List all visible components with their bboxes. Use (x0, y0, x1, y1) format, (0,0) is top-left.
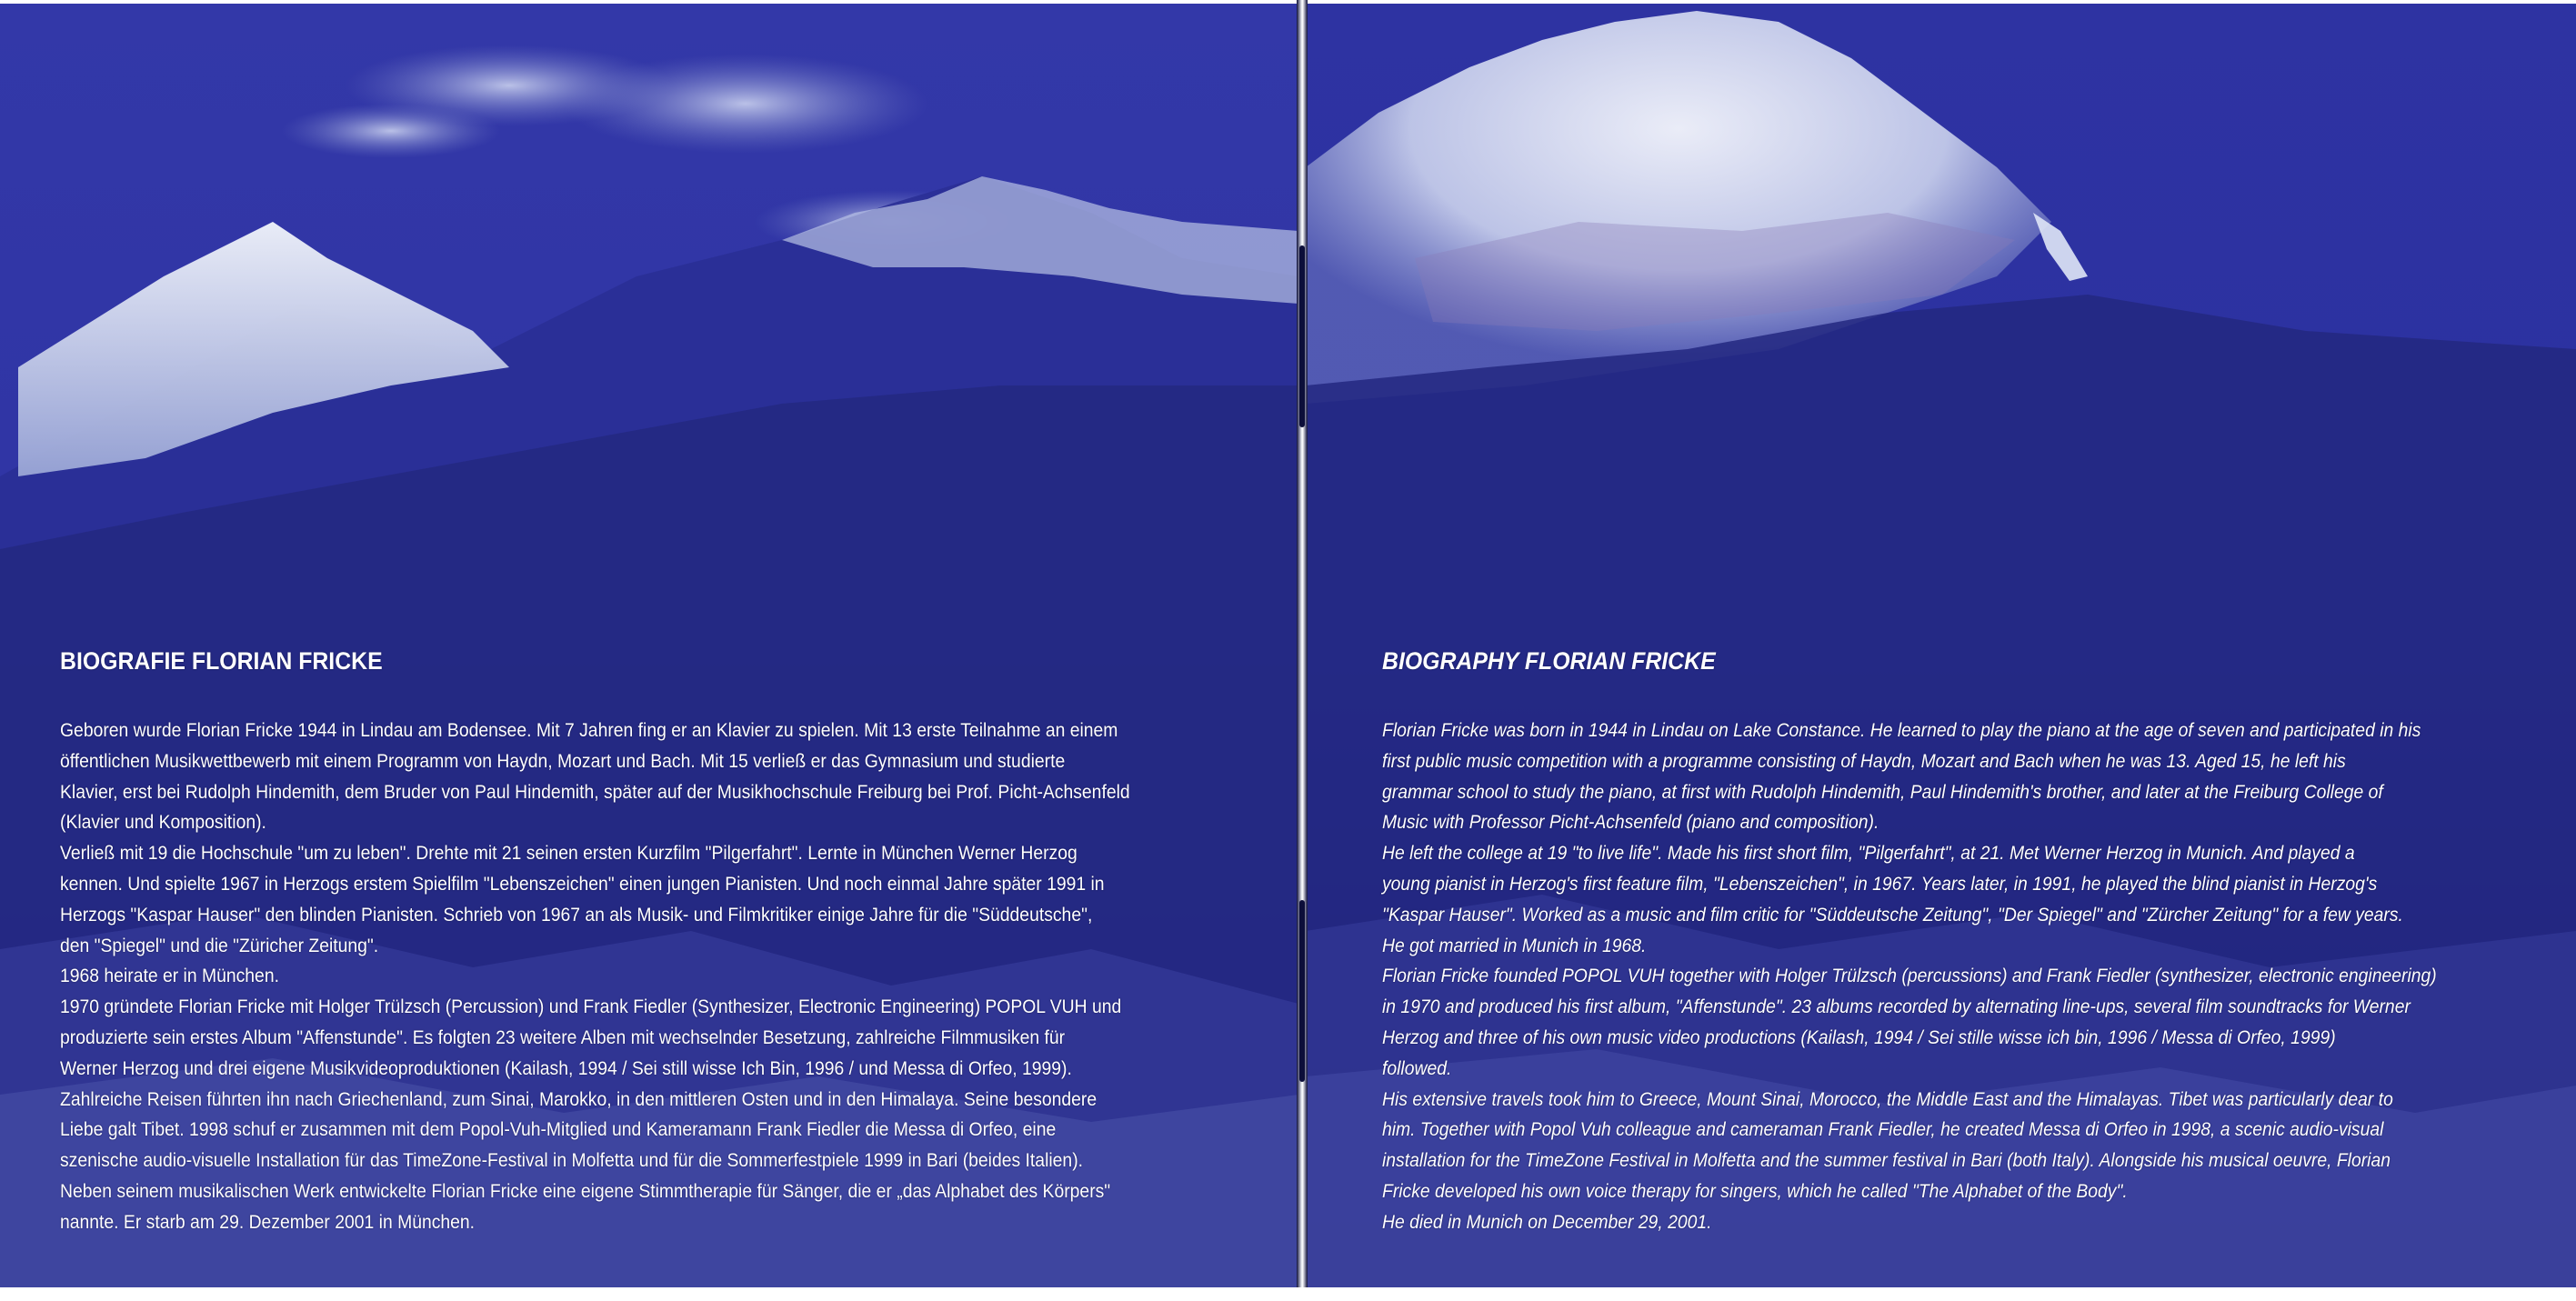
body-line: Florian Fricke founded POPOL VUH together with Holger Trülzsch (percussions) and Frank Fiedler (synthesizer, electronic engineering) (1382, 965, 2437, 987)
staple-bottom (1299, 900, 1305, 1082)
page-bottom-edge (0, 1287, 2576, 1301)
body-line: Herzogs "Kaspar Hauser" den blinden Pianisten. Schrieb von 1967 an als Musik- und Filmkritiker einige Jahre für die "Süddeutsche", (60, 903, 1093, 926)
german-heading: BIOGRAFIE FLORIAN FRICKE (60, 647, 383, 675)
body-line: first public music competition with a programme consisting of Haydn, Mozart and Bach when he was 13. Aged 15, he left his (1382, 749, 2346, 772)
body-line: him. Together with Popol Vuh colleague and cameraman Frank Fiedler, he created Messa di Orfeo in 1998, a scenic audio-visual (1382, 1118, 2384, 1141)
body-line: young pianist in Herzog's first feature film, "Lebenszeichen", in 1967. Years later, in 1991, he played the blind pianist in Herzog's (1382, 872, 2378, 895)
booklet-fold (1297, 0, 1308, 1301)
german-body (60, 716, 1260, 1238)
body-line: He got married in Munich in 1968. (1382, 934, 1647, 956)
body-line: His extensive travels took him to Greece, Mount Sinai, Morocco, the Middle East and the Himalayas. Tibet was particularly dear to (1382, 1087, 2393, 1110)
german-biography (60, 647, 1260, 1238)
body-line: installation for the TimeZone Festival in Molfetta and the summer festival in Bari (both Italy). Alongside his musical oeuvre, Florian (1382, 1149, 2391, 1172)
body-line: Neben seinem musikalischen Werk entwickelte Florian Fricke eine eigene Stimmtherapie für Sänger, die er „das Alphabet des Körpers" (60, 1179, 1111, 1202)
left-page (0, 4, 1298, 1287)
body-line: followed. (1382, 1056, 1452, 1079)
body-line: Liebe galt Tibet. 1998 schuf er zusammen mit dem Popol-Vuh-Mitglied und Kameramann Frank Fiedler die Messa di Orfeo, eine (60, 1118, 1057, 1141)
body-line: Werner Herzog und drei eigene Musikvideoproduktionen (Kailash, 1994 / Sei still wisse Ich Bin, 1996 / und Messa di Orfeo, 1999). (60, 1056, 1072, 1079)
body-line: (Klavier und Komposition). (60, 811, 266, 834)
body-line: Florian Fricke was born in 1944 in Lindau on Lake Constance. He learned to play the piano at the age of seven and participated in his (1382, 719, 2421, 741)
body-line: in 1970 and produced his first album, "Affenstunde". 23 albums recorded by alternating line-ups, several film soundtracks for Werner (1382, 996, 2411, 1018)
body-line: Fricke developed his own voice therapy for singers, which he called "The Alphabet of the Body". (1382, 1179, 2128, 1202)
body-line: He left the college at 19 "to live life". Made his first short film, "Pilgerfahrt", at 21. Met Werner Herzog in Munich. And played a (1382, 842, 2355, 865)
english-heading: BIOGRAPHY FLORIAN FRICKE (1382, 647, 1716, 675)
body-line: Geboren wurde Florian Fricke 1944 in Lindau am Bodensee. Mit 7 Jahren fing er an Klavier zu spielen. Mit 13 erste Teilnahme an einem (60, 719, 1118, 741)
body-line: den "Spiegel" und die "Züricher Zeitung". (60, 934, 379, 956)
body-line: produzierte sein erstes Album "Affenstunde". Es folgten 23 weitere Alben mit wechselnder Besetzung, zahlreiche Filmmusiken für (60, 1026, 1066, 1048)
right-page (1306, 4, 2576, 1287)
body-line: kennen. Und spielte 1967 in Herzogs erstem Spielfilm "Lebenszeichen" einen jungen Pianisten. Und noch einmal Jahre später 1991 in (60, 872, 1105, 895)
body-line: grammar school to study the piano, at first with Rudolph Hindemith, Paul Hindemith's brother, and later at the Freiburg College of (1382, 780, 2383, 803)
body-line: Zahlreiche Reisen führten ihn nach Griechenland, zum Sinai, Marokko, in den mittleren Osten und in den Himalaya. Seine besondere (60, 1087, 1098, 1110)
body-line: He died in Munich on December 29, 2001. (1382, 1210, 1712, 1233)
body-line: szenische audio-visuelle Installation für das TimeZone-Festival in Molfetta und für die Sommerfestpiele 1999 in Bari (beides Italien). (60, 1149, 1084, 1172)
staple-top (1299, 245, 1305, 427)
body-line: Herzog and three of his own music video productions (Kailash, 1994 / Sei stille wisse ich bin, 1996 / Messa di Orfeo, 1999) (1382, 1026, 2336, 1048)
body-line: öffentlichen Musikwettbewerb mit einem Programm von Haydn, Mozart und Bach. Mit 15 verließ er das Gymnasium und studierte (60, 749, 1066, 772)
body-line: Verließ mit 19 die Hochschule "um zu leben". Drehte mit 21 seinen ersten Kurzfilm "Pilgerfahrt". Lernte in München Werner Herzog (60, 842, 1078, 865)
body-line: Klavier, erst bei Rudolph Hindemith, dem Bruder von Paul Hindemith, später auf der Musikhochschule Freiburg bei Prof. Picht-Achsenfeld (60, 780, 1130, 803)
body-line: 1970 gründete Florian Fricke mit Holger Trülzsch (Percussion) und Frank Fiedler (Synthesizer, Electronic Engineering) POPOL VUH und (60, 996, 1122, 1018)
body-line: 1968 heirate er in München. (60, 965, 279, 987)
body-line: nannte. Er starb am 29. Dezember 2001 in München. (60, 1210, 476, 1233)
english-biography (1382, 647, 2546, 1238)
english-body (1382, 716, 2546, 1238)
body-line: Music with Professor Picht-Achsenfeld (piano and composition). (1382, 811, 1879, 834)
body-line: "Kaspar Hauser". Worked as a music and film critic for "Süddeutsche Zeitung", "Der Spiegel" and "Zürcher Zeitung" for a few years. (1382, 903, 2403, 926)
